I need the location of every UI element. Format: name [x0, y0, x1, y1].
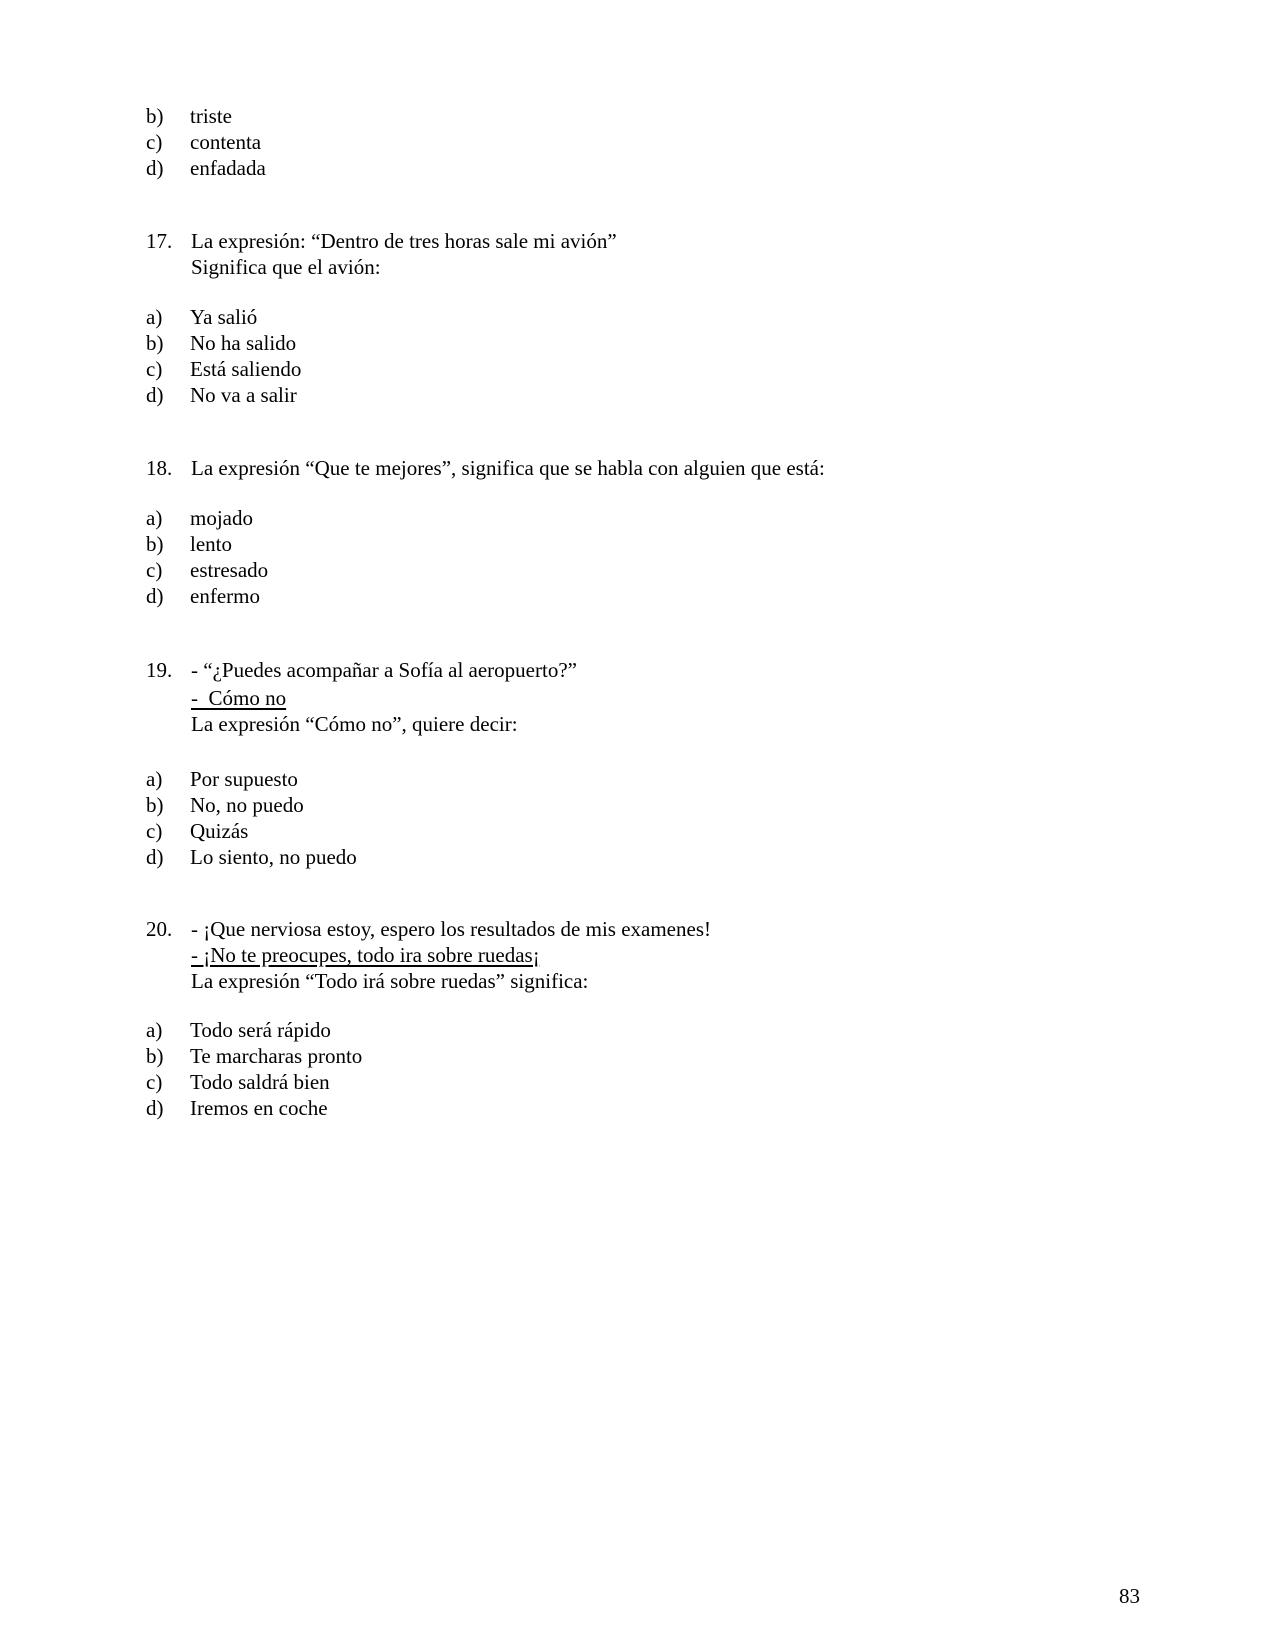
- option-row: [146, 383, 1146, 409]
- option-label: b): [146, 532, 164, 556]
- option-row: [146, 1044, 1146, 1070]
- page-number: 83: [1119, 1584, 1140, 1608]
- option-label: b): [146, 1044, 164, 1068]
- option-label: a): [146, 305, 163, 329]
- question-line: [146, 686, 1146, 712]
- option-label: d): [146, 156, 164, 180]
- question-text: La expresión “Que te mejores”, significa que se habla con alguien que está:: [191, 456, 825, 480]
- option-text: lento: [190, 532, 232, 556]
- question-number: 17.: [146, 229, 173, 253]
- question-text: Significa que el avión:: [191, 255, 381, 279]
- question-18: [146, 456, 1146, 482]
- option-label: d): [146, 383, 164, 407]
- option-text: Ya salió: [190, 305, 258, 329]
- option-row: [146, 156, 1146, 182]
- question-text: - ¡Que nerviosa estoy, espero los resultados de mis examenes!: [191, 917, 711, 941]
- q17-options: [146, 305, 1146, 409]
- option-text: mojado: [190, 506, 253, 530]
- option-row: [146, 1096, 1146, 1122]
- option-row: [146, 506, 1146, 532]
- option-label: c): [146, 357, 163, 381]
- option-label: c): [146, 1070, 163, 1094]
- option-row: [146, 305, 1146, 331]
- option-text: enfermo: [190, 584, 260, 608]
- option-label: d): [146, 845, 164, 869]
- question-text: La expresión “Cómo no”, quiere decir:: [191, 712, 518, 736]
- option-label: b): [146, 793, 164, 817]
- question-20: [146, 917, 1146, 995]
- option-label: a): [146, 1018, 163, 1042]
- option-label: b): [146, 104, 164, 128]
- option-text: Todo saldrá bien: [190, 1070, 330, 1094]
- option-text: No ha salido: [190, 331, 297, 355]
- option-text: Lo siento, no puedo: [190, 845, 357, 869]
- question-line: [146, 229, 1146, 255]
- question-19: [146, 658, 1146, 738]
- option-row: [146, 1018, 1146, 1044]
- option-label: a): [146, 506, 163, 530]
- option-label: a): [146, 767, 163, 791]
- question-number: 20.: [146, 917, 173, 941]
- question-text: - “¿Puedes acompañar a Sofía al aeropuerto?”: [191, 658, 577, 682]
- question-text: - Cómo no: [191, 686, 287, 710]
- question-number: 18.: [146, 456, 173, 480]
- option-text: enfadada: [190, 156, 266, 180]
- option-text: Por supuesto: [190, 767, 298, 791]
- option-label: c): [146, 819, 163, 843]
- q19-options: [146, 767, 1146, 871]
- option-text: No, no puedo: [190, 793, 304, 817]
- question-text: - ¡No te preocupes, todo ira sobre ruedas¡: [191, 943, 540, 967]
- question-line: [146, 658, 1146, 686]
- option-text: Te marcharas pronto: [190, 1044, 363, 1068]
- option-row: [146, 819, 1146, 845]
- option-row: [146, 558, 1146, 584]
- option-row: [146, 532, 1146, 558]
- q16-options: [146, 104, 1146, 182]
- option-row: [146, 357, 1146, 383]
- option-label: d): [146, 584, 164, 608]
- option-label: d): [146, 1096, 164, 1120]
- option-text: estresado: [190, 558, 269, 582]
- option-row: [146, 331, 1146, 357]
- question-17: [146, 229, 1146, 281]
- option-row: [146, 767, 1146, 793]
- option-label: b): [146, 331, 164, 355]
- option-text: Quizás: [190, 819, 249, 843]
- question-line: [146, 712, 1146, 738]
- question-text: La expresión: “Dentro de tres horas sale mi avión”: [191, 229, 617, 253]
- option-text: No va a salir: [190, 383, 297, 407]
- option-text: Todo será rápido: [190, 1018, 331, 1042]
- q18-options: [146, 506, 1146, 610]
- q20-options: [146, 1018, 1146, 1122]
- option-row: [146, 845, 1146, 871]
- option-row: [146, 130, 1146, 156]
- option-text: triste: [190, 104, 232, 128]
- option-row: [146, 793, 1146, 819]
- question-line: [146, 255, 1146, 281]
- option-row: [146, 584, 1146, 610]
- question-line: [146, 456, 1146, 482]
- question-line: [146, 917, 1146, 943]
- option-row: [146, 1070, 1146, 1096]
- option-text: Está saliendo: [190, 357, 302, 381]
- question-number: 19.: [146, 658, 173, 682]
- option-row: [146, 104, 1146, 130]
- option-label: c): [146, 558, 163, 582]
- question-line: [146, 969, 1146, 995]
- option-label: c): [146, 130, 163, 154]
- option-text: contenta: [190, 130, 262, 154]
- option-text: Iremos en coche: [190, 1096, 328, 1120]
- question-text: La expresión “Todo irá sobre ruedas” significa:: [191, 969, 589, 993]
- question-line: [146, 943, 1146, 969]
